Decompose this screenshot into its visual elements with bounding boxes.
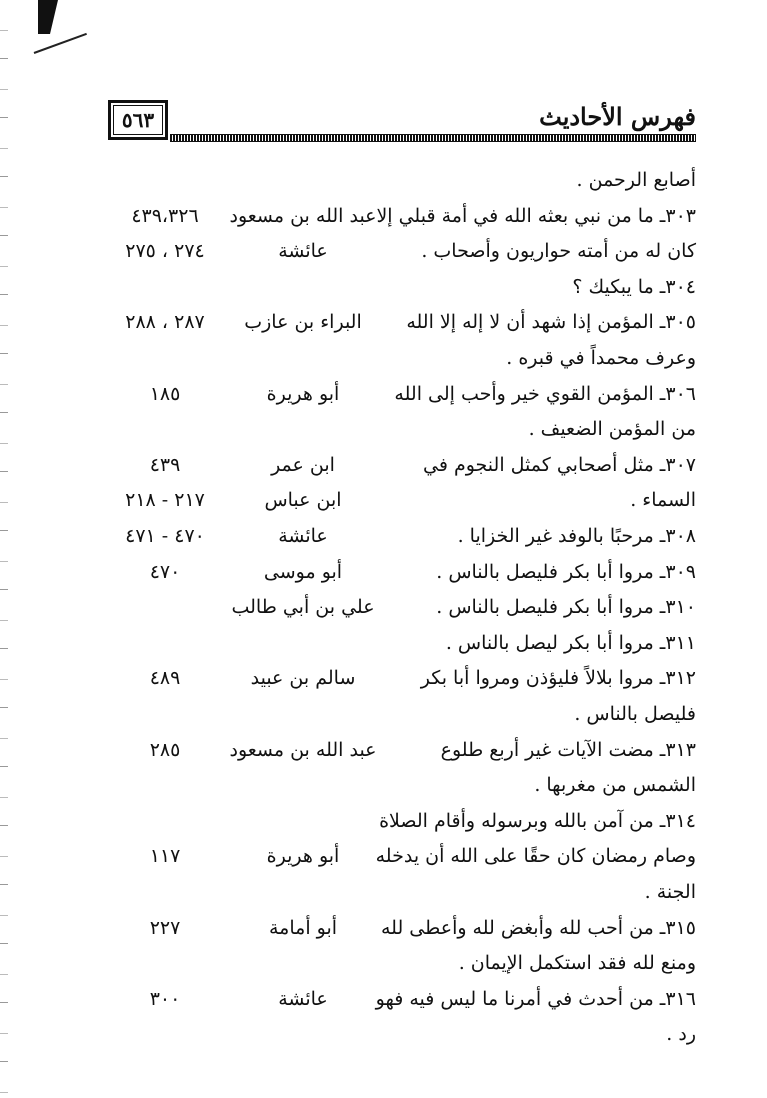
hadith-text: ٣٠٦ـ المؤمن القوي خير وأحب إلى الله <box>394 383 696 405</box>
index-row <box>110 270 696 304</box>
page-refs: ٣٠٠ <box>149 988 181 1010</box>
index-row <box>110 697 696 731</box>
hadith-text: وعرف محمداً في قبره . <box>506 347 696 369</box>
narrator: أبو هريرة <box>266 845 340 867</box>
index-row <box>110 982 696 1016</box>
page-title: فهرس الأحاديث <box>539 102 696 131</box>
hadith-text: الجنة . <box>644 881 696 903</box>
index-row <box>110 626 696 660</box>
index-row <box>110 555 696 589</box>
hadith-text: من المؤمن الضعيف . <box>528 418 696 440</box>
index-row <box>110 412 696 446</box>
hadith-text: ٣٠٩ـ مروا أبا بكر فليصل بالناس . <box>436 561 696 583</box>
index-row <box>110 839 696 873</box>
index-row <box>110 733 696 767</box>
page-refs: ٢٨٥ <box>149 739 181 761</box>
index-row <box>110 483 696 517</box>
page-refs: ٤٧٠ - ٤٧١ <box>125 525 205 547</box>
narrator: أبو موسى <box>263 561 343 583</box>
index-row <box>110 341 696 375</box>
index-row <box>110 1017 696 1051</box>
page-refs: ٢٢٧ <box>149 917 181 939</box>
hadith-text: ٣١١ـ مروا أبا بكر ليصل بالناس . <box>445 632 696 654</box>
hadith-text: الشمس من مغربها . <box>534 774 696 796</box>
index-row <box>110 804 696 838</box>
hadith-text: ومنع لله فقد استكمل الإيمان . <box>458 952 696 974</box>
narrator: البراء بن عازب <box>244 311 362 333</box>
narrator: علي بن أبي طالب <box>231 596 375 618</box>
page-refs: ٤٧٠ <box>149 561 181 583</box>
hadith-text: ٣٠٨ـ مرحبًا بالوفد غير الخزايا . <box>457 525 696 547</box>
index-row <box>110 911 696 945</box>
page-refs: ٤٨٩ <box>149 667 181 689</box>
hadith-text: ٣١٦ـ من أحدث في أمرنا ما ليس فيه فهو <box>375 988 696 1010</box>
hadith-text: ٣١٤ـ من آمن بالله وبرسوله وأقام الصلاة <box>379 810 696 832</box>
hadith-text: رد . <box>666 1023 696 1045</box>
index-row <box>110 875 696 909</box>
narrator: عائشة <box>278 240 328 262</box>
narrator: أبو هريرة <box>266 383 340 405</box>
page-number: ٥٦٣ <box>121 108 155 132</box>
hadith-text: ٣٠٥ـ المؤمن إذا شهد أن لا إله إلا الله <box>406 311 696 333</box>
page-refs: ٢٧٤ ، ٢٧٥ <box>125 240 205 262</box>
hadith-text: ٣٠٧ـ مثل أصحابي كمثل النجوم في <box>423 454 696 476</box>
page-refs: ١١٧ <box>149 845 181 867</box>
hadith-text: كان له من أمته حواريون وأصحاب . <box>421 240 696 262</box>
page-refs: ٤٣٩،٣٢٦ <box>131 205 199 227</box>
index-row <box>110 590 696 624</box>
index-row <box>110 519 696 553</box>
narrator: عبد الله بن مسعود <box>229 205 377 227</box>
hadith-text: ٣١٠ـ مروا أبا بكر فليصل بالناس . <box>436 596 696 618</box>
index-row <box>110 377 696 411</box>
index-row <box>110 234 696 268</box>
index-row <box>110 448 696 482</box>
hadith-text: ٣١٢ـ مروا بلالاً فليؤذن ومروا أبا بكر <box>420 667 696 689</box>
index-row <box>110 946 696 980</box>
hadith-text: وصام رمضان كان حقًا على الله أن يدخله <box>375 845 696 867</box>
index-row <box>110 199 696 233</box>
page-refs: ٤٣٩ <box>149 454 181 476</box>
hadith-text: ٣٠٤ـ ما يبكيك ؟ <box>572 276 696 298</box>
hadith-text: فليصل بالناس . <box>574 703 696 725</box>
narrator: عبد الله بن مسعود <box>229 739 377 761</box>
narrator: عائشة <box>278 525 328 547</box>
page-refs: ٢٨٧ ، ٢٨٨ <box>125 311 205 333</box>
index-row <box>110 305 696 339</box>
index-row <box>110 661 696 695</box>
hadith-text: السماء . <box>630 489 696 511</box>
page-refs: ٢١٧ - ٢١٨ <box>125 489 205 511</box>
hadith-text: ٣١٣ـ مضت الآيات غير أربع طلوع <box>440 739 696 761</box>
index-row <box>110 768 696 802</box>
page-refs: ١٨٥ <box>149 383 181 405</box>
narrator: سالم بن عبيد <box>250 667 356 689</box>
narrator: ابن عباس <box>264 489 342 511</box>
narrator: عائشة <box>278 988 328 1010</box>
narrator: أبو أمامة <box>268 917 338 939</box>
index-row <box>110 163 696 197</box>
hadith-text: أصابع الرحمن . <box>576 169 696 191</box>
narrator: ابن عمر <box>271 454 335 476</box>
hadith-text: ٣١٥ـ من أحب لله وأبغض لله وأعطى لله <box>381 917 696 939</box>
hadith-text: ٣٠٣ـ ما من نبي بعثه الله في أمة قبلي إلا <box>376 205 696 227</box>
